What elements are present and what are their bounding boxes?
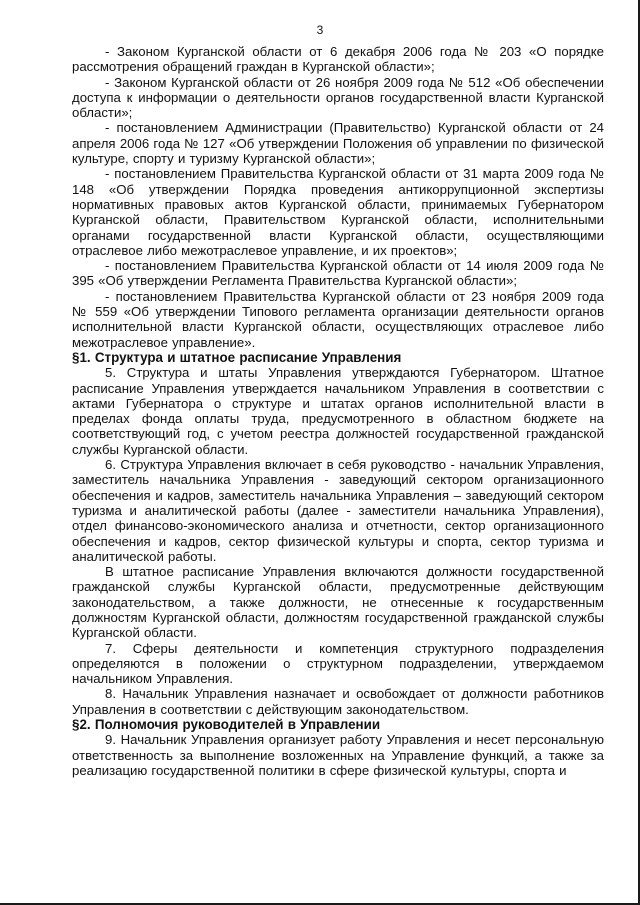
paragraph: 6. Структура Управления включает в себя руководство - начальник Управления, заместитель начальника Управления - заведующий сектором организационного обеспечения и кадров, заместитель начальника Управления – заведующий сектором туризма и аналитической работы (далее - заместители начальника Управления), отдел финансово-экономического анализа и отчетности, сектор организационного обеспечения и кадров, сектор физической культуры и спорта, сектор туризма и аналитической работы. — [72, 457, 604, 564]
law-reference: - постановлением Правительства Курганской области от 31 марта 2009 года № 148 «Об утверждении Порядка проведения антикоррупционной экспертизы нормативных правовых актов Курганской области, принимаемых Губернатором Курганской области, Правительством Курганской области, исполнительными органами государственной власти Курганской области, осуществляющими отраслевое либо межотраслевое управление, и их проектов»; — [72, 166, 604, 258]
paragraph: В штатное расписание Управления включаются должности государственной гражданской службы Курганской области, предусмотренные действующим законодательством, а также должности, не отнесенные к государственным должностям Курганской области, должностям государственной гражданской службы Курганской области. — [72, 564, 604, 641]
law-reference: - Законом Курганской области от 6 декабря 2006 года № 203 «О порядке рассмотрения обращений граждан в Курганской области»; — [72, 44, 604, 75]
paragraph: 5. Структура и штаты Управления утверждаются Губернатором. Штатное расписание Управления утверждается начальником Управления в соответствии с актами Губернатора о структуре и штатах органов исполнительной власти в пределах фонда оплаты труда, предусмотренного в областном бюджете на соответствующий год, с учетом реестра должностей государственной гражданской службы Курганской области. — [72, 365, 604, 457]
section-1-title: §1. Структура и штатное расписание Управления — [72, 349, 402, 365]
law-reference: - Законом Курганской области от 26 ноября 2009 года № 512 «Об обеспечении доступа к информации о деятельности органов государственной власти Курганской области»; — [72, 74, 604, 121]
document-body — [72, 44, 604, 778]
law-reference: - постановлением Правительства Курганской области от 14 июля 2009 года № 395 «Об утверждении Регламента Правительства Курганской области»; — [72, 258, 604, 289]
paragraph: 9. Начальник Управления организует работу Управления и несет персональную ответственность за выполнение возложенных на Управление функций, а также за реализацию государственной политики в сфере физической культуры, спорта и — [72, 732, 604, 778]
section-2-title: §2. Полномочия руководителей в Управлении — [72, 717, 381, 733]
law-reference: - постановлением Администрации (Правительство) Курганской области от 24 апреля 2006 года № 127 «Об утверждении Положения об управлении по физической культуре, спорту и туризму Курганской области»; — [72, 120, 604, 167]
law-reference: - постановлением Правительства Курганской области от 23 ноября 2009 года № 559 «Об утверждении Типового регламента организации деятельности органов исполнительной власти Курганской области, осуществляющих отраслевое либо межотраслевое управление». — [72, 288, 604, 350]
page-number: 3 — [316, 23, 324, 37]
paragraph: 7. Сферы деятельности и компетенция структурного подразделения определяются в положении о структурном подразделении, утверждаемом начальником Управления. — [72, 640, 604, 687]
paragraph: 8. Начальник Управления назначает и освобождает от должности работников Управления в соответствии с действующим законодательством. — [72, 686, 604, 717]
